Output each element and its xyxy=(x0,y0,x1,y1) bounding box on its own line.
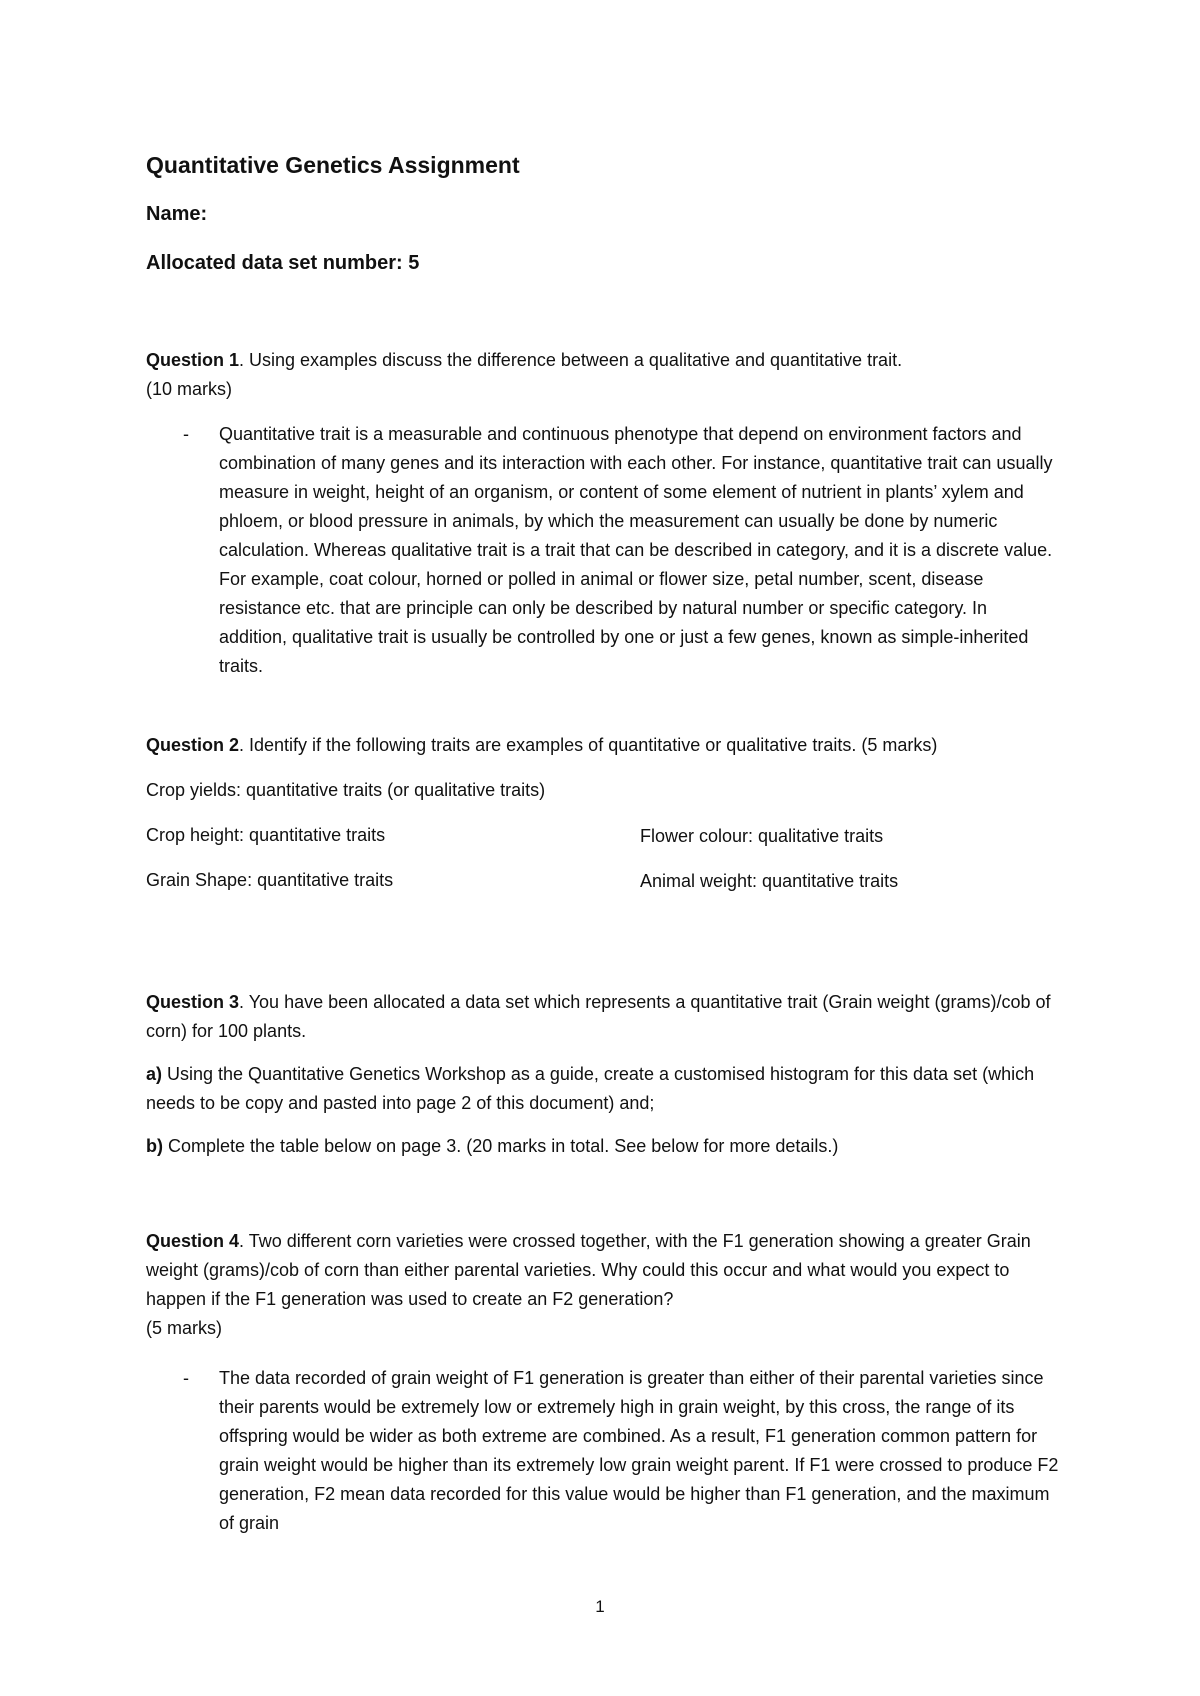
bullet-dash: - xyxy=(183,424,189,444)
question-3-prompt: . You have been allocated a data set which represents a quantitative trait (Grain weight (grams)/cob of corn) for 100 plants. xyxy=(146,992,1051,1041)
question-1-answer xyxy=(183,420,1063,681)
question-3-part-b-text: Complete the table below on page 3. (20 marks in total. See below for more details.) xyxy=(163,1136,839,1156)
question-1-marks: (10 marks) xyxy=(146,379,233,399)
question-4 xyxy=(146,1227,1066,1343)
question-4-marks: (5 marks) xyxy=(146,1318,222,1338)
question-1-label: Question 1 xyxy=(146,350,240,370)
trait-flower-colour: Flower colour: qualitative traits xyxy=(640,826,884,846)
question-1-answer-text: Quantitative trait is a measurable and continuous phenotype that depend on environment factors and combination of many genes and its interaction with each other. For instance, quantitative trait can usually measure in weight, height of an organism, or content of some element of nutrient in plants’ xylem and phloem, or blood pressure in animals, by which the measurement can usually be done by numeric calculation. Whereas qualitative trait is a trait that can be described in category, and it is a discrete value. For example, coat colour, horned or polled in animal or flower size, petal number, scent, disease resistance etc. that are principle can only be described by natural number or specific category. In addition, qualitative trait is usually be controlled by one or just a few genes, known as simple-inherited traits. xyxy=(219,424,1053,676)
trait-grain-shape: Grain Shape: quantitative traits xyxy=(146,870,394,890)
dataset-label: Allocated data set number: 5 xyxy=(146,252,420,274)
question-1-prompt: . Using examples discuss the difference between a qualitative and quantitative trait. xyxy=(239,350,903,370)
question-3-part-b xyxy=(146,1132,1066,1161)
question-2-right-column xyxy=(640,822,1060,912)
question-4-answer xyxy=(183,1364,1063,1538)
question-3-prompt-line xyxy=(146,988,1066,1046)
trait-crop-yields: Crop yields: quantitative traits (or qualitative traits) xyxy=(146,780,546,800)
trait-animal-weight: Animal weight: quantitative traits xyxy=(640,871,899,891)
question-2-left-column xyxy=(146,776,591,911)
question-1 xyxy=(146,346,1066,404)
question-3-part-a-label: a) xyxy=(146,1064,163,1084)
question-4-label: Question 4 xyxy=(146,1231,240,1251)
bullet-dash: - xyxy=(183,1368,189,1388)
trait-crop-height: Crop height: quantitative traits xyxy=(146,825,386,845)
question-3 xyxy=(146,988,1066,1175)
question-4-answer-text: The data recorded of grain weight of F1 generation is greater than either of their parental varieties since their parents would be extremely low or extremely high in grain weight, by this cross, the range of its offspring would be wider as both extreme are combined. As a result, F1 generation common pattern for grain weight would be higher than its extremely low grain weight parent. If F1 were crossed to produce F2 generation, F2 mean data recorded for this value would be higher than F1 generation, and the maximum of grain xyxy=(219,1368,1059,1533)
name-label: Name: xyxy=(146,203,208,225)
question-3-label: Question 3 xyxy=(146,992,240,1012)
document-title: Quantitative Genetics Assignment xyxy=(146,152,520,178)
question-3-part-b-label: b) xyxy=(146,1136,163,1156)
question-3-part-a xyxy=(146,1060,1066,1118)
page-number: 1 xyxy=(595,1597,605,1616)
question-4-prompt: . Two different corn varieties were crossed together, with the F1 generation showing a greater Grain weight (grams)/cob of corn than either parental varieties. Why could this occur and what would you expect to happen if the F1 generation was used to create an F2 generation? xyxy=(146,1231,1031,1309)
question-2-label: Question 2 xyxy=(146,735,240,755)
question-2-prompt: . Identify if the following traits are examples of quantitative or qualitative traits. (5 marks) xyxy=(239,735,938,755)
question-2 xyxy=(146,731,1066,760)
question-3-part-a-text: Using the Quantitative Genetics Workshop as a guide, create a customised histogram for this data set (which needs to be copy and pasted into page 2 of this document) and; xyxy=(146,1064,1035,1113)
